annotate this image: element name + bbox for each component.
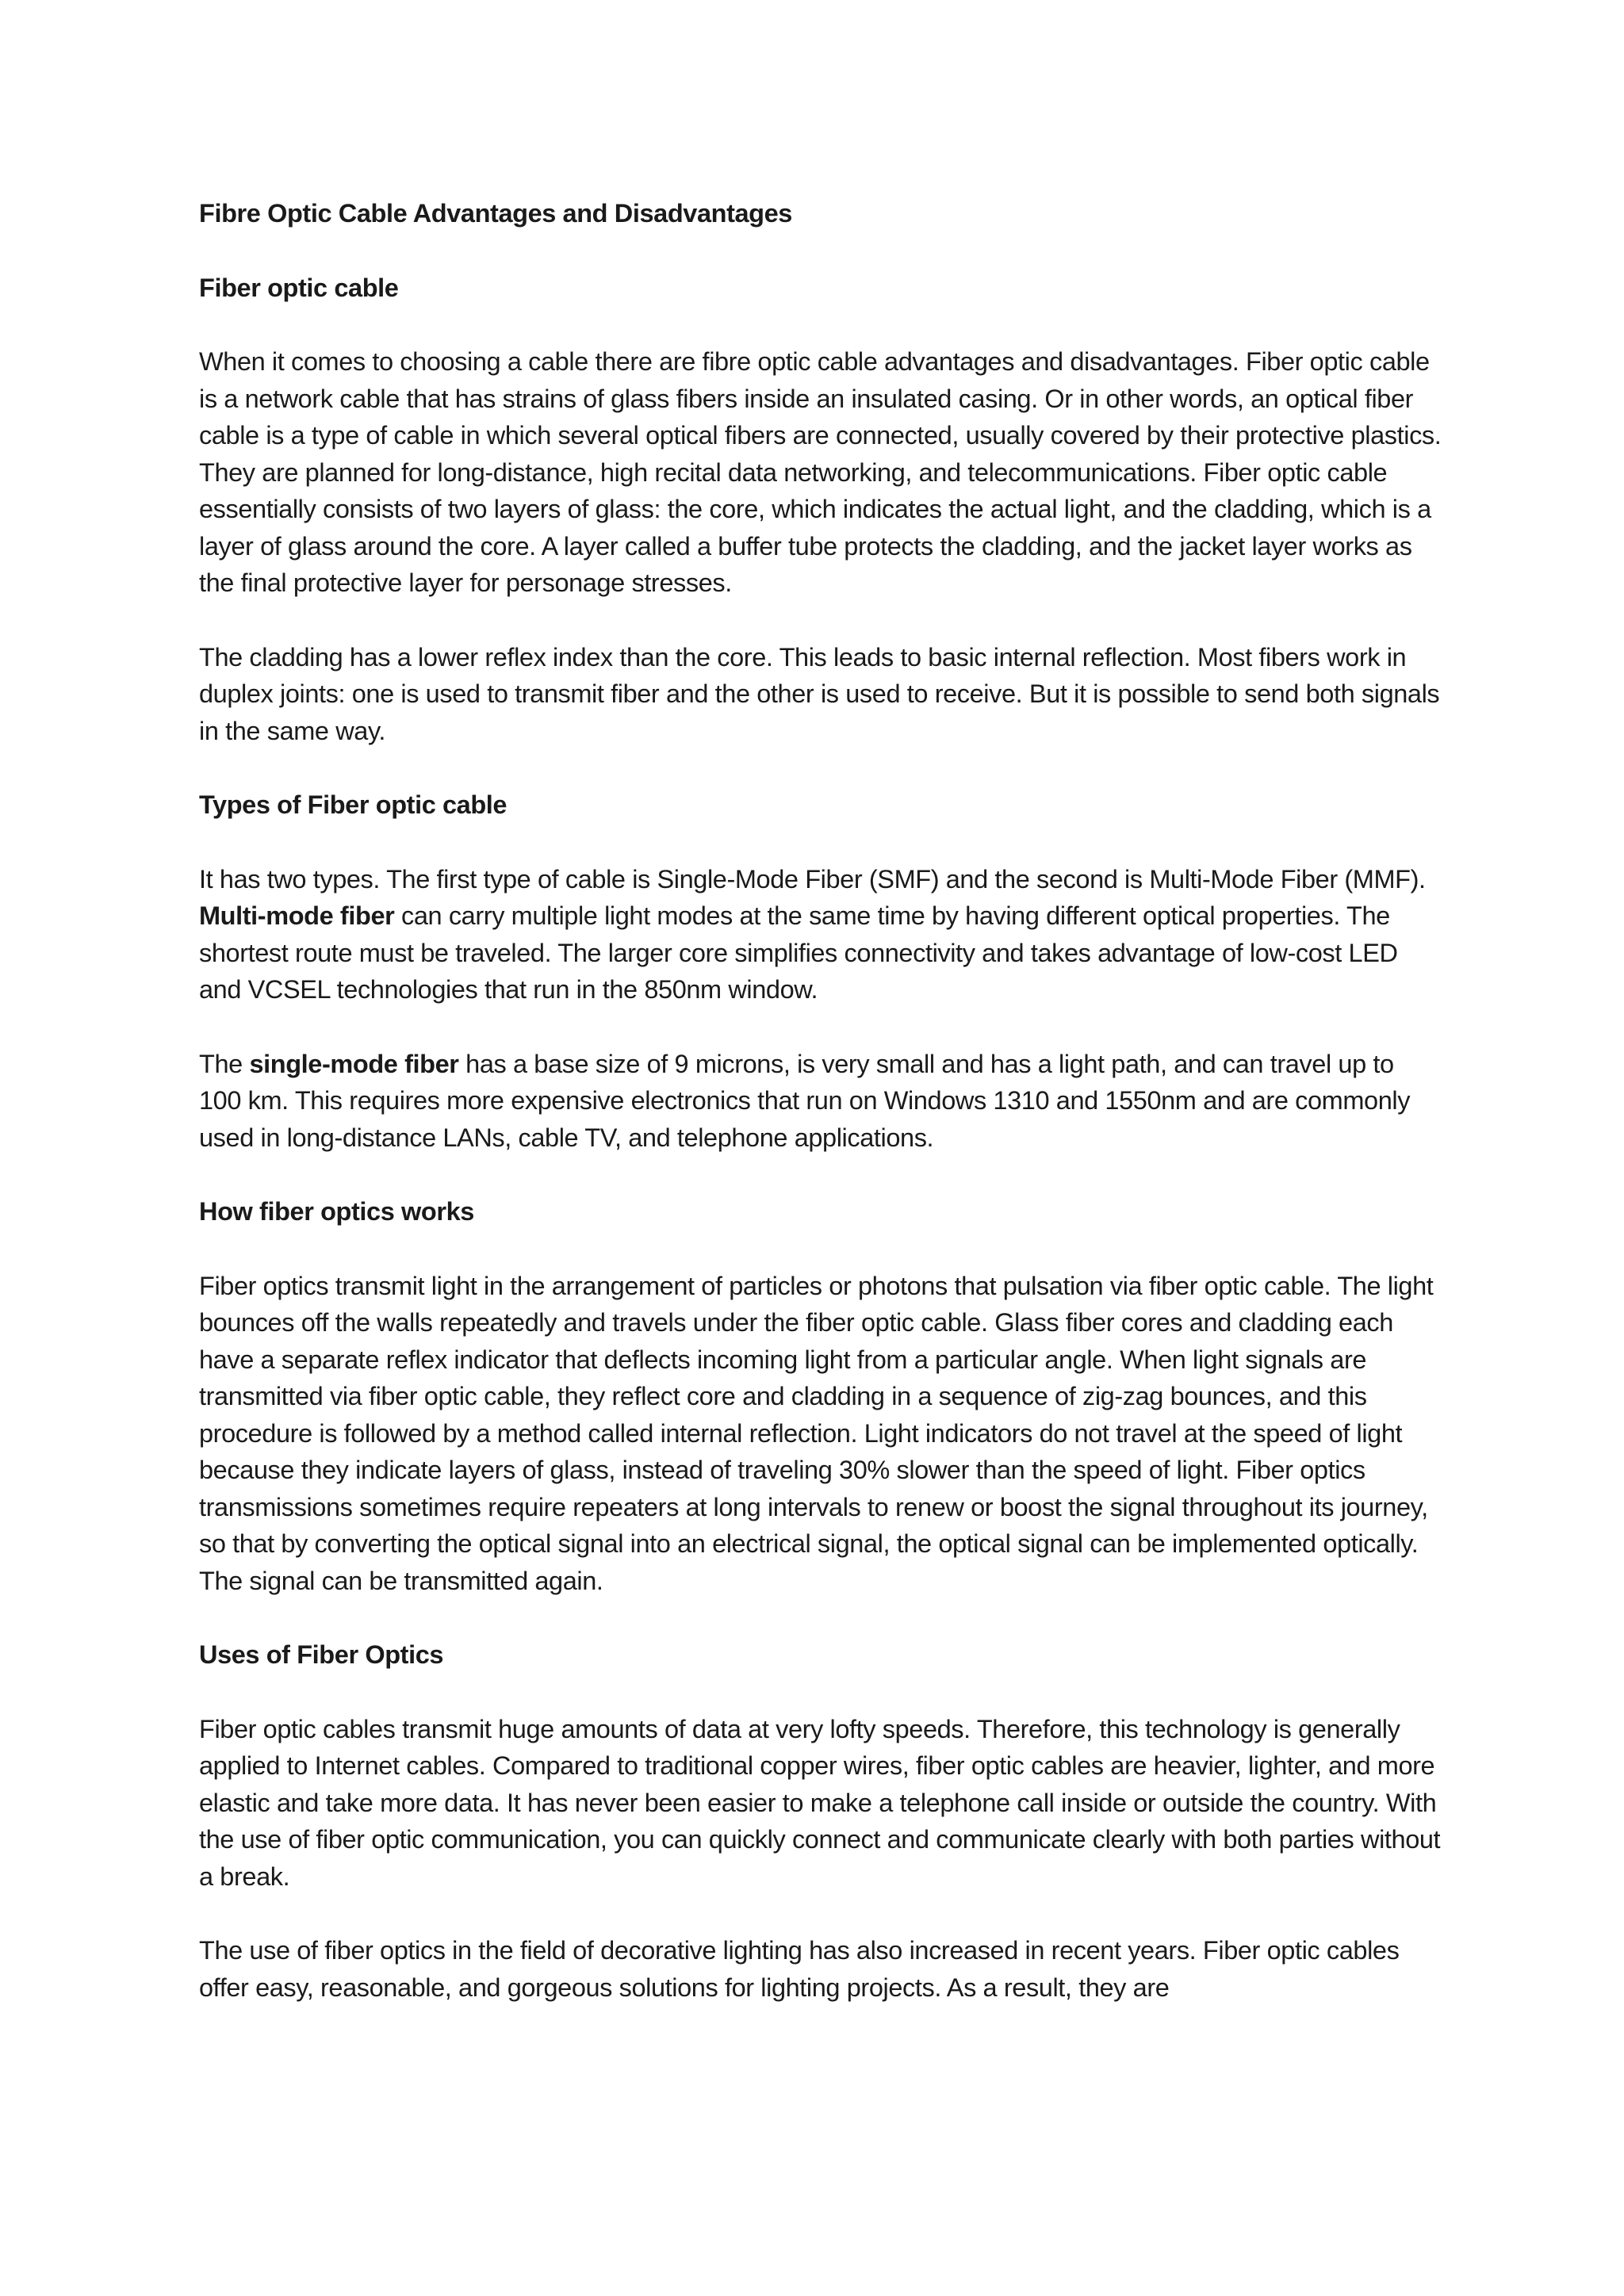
section-heading-uses: Uses of Fiber Optics — [199, 1640, 444, 1669]
paragraph-text: can carry multiple light modes at the same time by having different optical properties. The shortest route must be traveled. The larger core simplifies connectivity and takes advantage of low-cost LED and VCSEL technologies that run in the 850nm window. — [199, 901, 1398, 1004]
paragraph: The use of fiber optics in the field of decorative lighting has also increased in recent years. Fiber optic cables offer easy, reasonable, and gorgeous solutions for lighting projects. As a result, they are — [199, 1936, 1400, 2002]
document-title: Fibre Optic Cable Advantages and Disadvantages — [199, 199, 792, 228]
paragraph-text: The — [199, 1049, 250, 1078]
paragraph-text: It has two types. The first type of cable is Single-Mode Fiber (SMF) and the second is Multi-Mode Fiber (MMF). — [199, 864, 1426, 894]
paragraph: Fiber optics transmit light in the arrangement of particles or photons that pulsation via fiber optic cable. The light bounces off the walls repeatedly and travels under the fiber optic cable. Glass fiber cores and cladding each have a separate reflex indicator that deflects incoming light from a particular angle. When light signals are transmitted via fiber optic cable, they reflect core and cladding in a sequence of zig-zag bounces, and this procedure is followed by a method called internal reflection. Light indicators do not travel at the speed of light because they indicate layers of glass, instead of traveling 30% slower than the speed of light. Fiber optics transmissions sometimes require repeaters at long intervals to renew or boost the signal throughout its journey, so that by converting the optical signal into an electrical signal, the optical signal can be implemented optically. The signal can be transmitted again. — [199, 1271, 1434, 1595]
paragraph — [199, 861, 1442, 1008]
section-heading-how-it-works: How fiber optics works — [199, 1197, 474, 1226]
paragraph-text: has a base size of 9 microns, is very small and has a light path, and can travel up to 100 km. This requires more expensive electronics that run on Windows 1310 and 1550nm and are commonly used in long-distance LANs, cable TV, and telephone applications. — [199, 1049, 1411, 1152]
paragraph: Fiber optic cables transmit huge amounts of data at very lofty speeds. Therefore, this technology is generally applied to Internet cables. Compared to traditional copper wires, fiber optic cables are heavier, lighter, and more elastic and take more data. It has never been easier to make a telephone call inside or outside the country. With the use of fiber optic communication, you can quickly connect and communicate clearly with both parties without a break. — [199, 1714, 1441, 1891]
section-heading-fiber-optic-cable: Fiber optic cable — [199, 273, 399, 302]
bold-term: Multi-mode fiber — [199, 901, 395, 930]
section-heading-types: Types of Fiber optic cable — [199, 790, 508, 819]
paragraph — [199, 1046, 1442, 1157]
paragraph: The cladding has a lower reflex index than the core. This leads to basic internal reflection. Most fibers work in duplex joints: one is used to transmit fiber and the other is used to receive. But it is possible to send both signals in the same way. — [199, 642, 1440, 745]
bold-term: single-mode fiber — [249, 1049, 459, 1078]
paragraph: When it comes to choosing a cable there are fibre optic cable advantages and disadvantages. Fiber optic cable is a network cable that has strains of glass fibers inside an insulated casing. Or in other words, an optical fiber cable is a type of cable in which several optical fibers are connected, usually covered by their protective plastics. They are planned for long-distance, high recital data networking, and telecommunications. Fiber optic cable essentially consists of two layers of glass: the core, which indicates the actual light, and the cladding, which is a layer of glass around the core. A layer called a buffer tube protects the cladding, and the jacket layer works as the final protective layer for personage stresses. — [199, 347, 1442, 597]
